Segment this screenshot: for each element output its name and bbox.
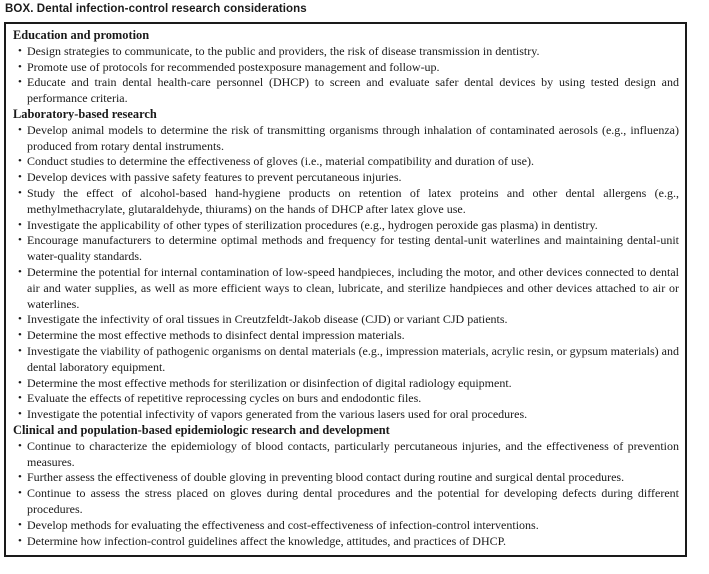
bullet-item <box>18 123 679 155</box>
bullet-text: Investigate the infectivity of oral tissues in Creutzfeldt-Jakob disease (CJD) or variant CJD patients. <box>27 312 508 327</box>
bullet-marker: • <box>18 471 22 484</box>
section-heading: Education and promotion <box>13 28 150 42</box>
bullet-text: Continue to assess the stress placed on gloves during dental procedures and the potential for developing defects during different procedures. <box>27 486 679 516</box>
bullet-text: Develop animal models to determine the risk of transmitting organisms through inhalation of contaminated aerosols (e.g., influenza) produced from rotary dental instruments. <box>27 122 679 153</box>
bullet-marker: • <box>18 171 22 184</box>
bullet-item <box>18 407 679 423</box>
bullet-marker: • <box>18 123 22 136</box>
bullet-text: Determine the most effective methods for sterilization or disinfection of digital radiology equipment. <box>27 375 512 390</box>
bullet-marker: • <box>18 60 22 73</box>
bullet-item <box>18 218 679 234</box>
bullet-item <box>18 170 679 186</box>
bullet-marker: • <box>18 265 22 278</box>
bullet-item <box>18 518 679 534</box>
bullet-text: Conduct studies to determine the effectiveness of gloves (i.e., material compatibility and duration of use). <box>27 154 534 169</box>
bullet-item <box>18 391 679 407</box>
bullet-item <box>18 44 679 60</box>
bullet-item <box>18 75 679 107</box>
bullet-marker: • <box>18 439 22 452</box>
bullet-marker: • <box>18 234 22 247</box>
bullet-item <box>18 328 679 344</box>
bullet-text: Develop methods for evaluating the effectiveness and cost-effectiveness of infection-control interventions. <box>27 517 539 532</box>
bullet-item <box>18 534 679 550</box>
bullet-item <box>18 265 679 312</box>
section-education-and-promotion <box>13 28 679 107</box>
bullet-list <box>18 44 679 107</box>
bullet-marker: • <box>18 218 22 231</box>
bullet-list <box>18 123 679 423</box>
section-laboratory-based-research <box>13 107 679 423</box>
bullet-item <box>18 439 679 471</box>
bullet-text: Determine the most effective methods to disinfect dental impression materials. <box>27 328 405 343</box>
bullet-marker: • <box>18 186 22 199</box>
bullet-text: Promote use of protocols for recommended postexposure management and follow-up. <box>27 59 440 74</box>
section-heading: Laboratory-based research <box>13 106 157 121</box>
section-clinical-epidemiologic-research <box>13 423 679 549</box>
bullet-item <box>18 186 679 218</box>
bullet-text: Determine the potential for internal contamination of low-speed handpieces, including the motor, and other devices connected to dental air and water supplies, as well as more efficient ways to clean, lubricate, and sterilize handpieces and other devices attached to air or waterlines. <box>27 264 679 311</box>
bullet-text: Investigate the potential infectivity of vapors generated from the various lasers used for oral procedures. <box>27 407 528 422</box>
bullet-marker: • <box>18 329 22 342</box>
bullet-text: Design strategies to communicate, to the public and providers, the risk of disease transmission in dentistry. <box>27 43 540 58</box>
bullet-text: Study the effect of alcohol-based hand-hygiene products on retention of latex proteins and other dental allergens (e.g., methylmethacrylate, glutaraldehyde, thiurams) on the hands of DHCP after latex glove use. <box>27 185 679 216</box>
bullet-marker: • <box>18 376 22 389</box>
bullet-marker: • <box>18 518 22 531</box>
bullet-text: Further assess the effectiveness of double gloving in preventing blood contact during routine and surgical dental procedures. <box>27 470 625 485</box>
bullet-item <box>18 233 679 265</box>
bullet-item <box>18 154 679 170</box>
bullet-text: Develop devices with passive safety features to prevent percutaneous injuries. <box>27 170 402 185</box>
bullet-item <box>18 60 679 76</box>
bullet-item <box>18 470 679 486</box>
bullet-text: Investigate the viability of pathogenic organisms on dental materials (e.g., impression materials, acrylic resin, or gypsum materials) and dental laboratory equipment. <box>27 343 679 374</box>
bullet-text: Continue to characterize the epidemiology of blood contacts, particularly percutaneous injuries, and the effectiveness of prevention measures. <box>27 438 679 469</box>
bullet-item <box>18 312 679 328</box>
bullet-marker: • <box>18 344 22 357</box>
bullet-text: Educate and train dental health-care personnel (DHCP) to screen and evaluate safer dental devices by using tested design and performance criteria. <box>27 75 679 106</box>
bullet-marker: • <box>18 76 22 89</box>
bullet-marker: • <box>18 44 22 57</box>
bullet-list <box>18 439 679 550</box>
box-title: BOX. Dental infection-control research considerations <box>5 3 307 15</box>
bullet-item <box>18 344 679 376</box>
bullet-marker: • <box>18 408 22 421</box>
bullet-marker: • <box>18 534 22 547</box>
bullet-marker: • <box>18 392 22 405</box>
bullet-marker: • <box>18 487 22 500</box>
bullet-text: Investigate the applicability of other types of sterilization procedures (e.g., hydrogen peroxide gas plasma) in dentistry. <box>27 217 598 232</box>
bullet-text: Determine how infection-control guidelines affect the knowledge, attitudes, and practices of DHCP. <box>27 533 506 548</box>
bullet-marker: • <box>18 313 22 326</box>
bullet-item <box>18 486 679 518</box>
section-heading: Clinical and population-based epidemiologic research and development <box>13 422 390 437</box>
bullet-item <box>18 376 679 392</box>
bullet-text: Evaluate the effects of repetitive reprocessing cycles on burs and endodontic files. <box>27 391 422 406</box>
research-considerations-box <box>4 22 687 557</box>
bullet-text: Encourage manufacturers to determine optimal methods and frequency for testing dental-unit waterlines and maintaining dental-unit water-quality standards. <box>27 233 679 264</box>
bullet-marker: • <box>18 155 22 168</box>
